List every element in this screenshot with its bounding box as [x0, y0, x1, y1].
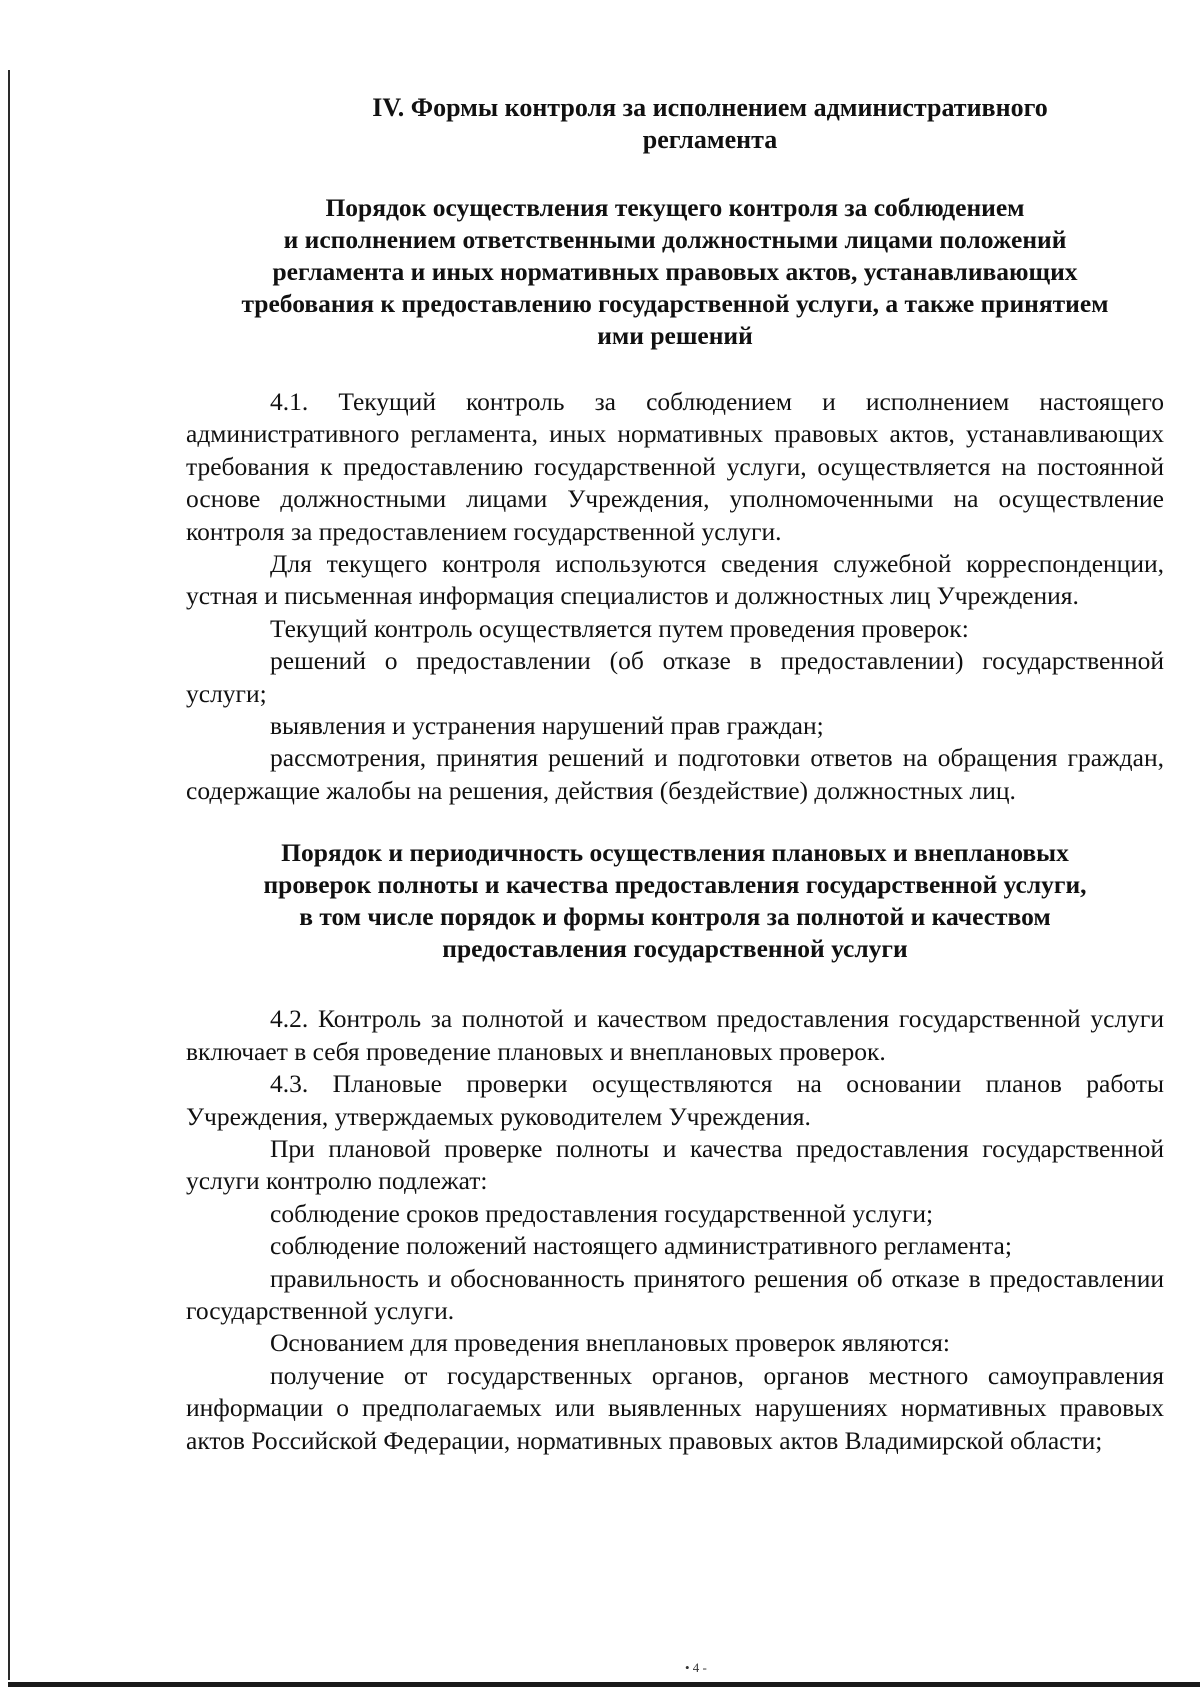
paragraph: соблюдение положений настоящего административного регламента; — [270, 1231, 1012, 1261]
paragraph: Для текущего контроля используются сведения служебной корреспонденции, устная и письменная информация специалистов и должностных лиц Учреждения. — [186, 549, 1164, 611]
page-number: • 4 - — [685, 1660, 707, 1675]
paragraph: рассмотрения, принятия решений и подготовки ответов на обращения граждан, содержащие жалобы на решения, действия (бездействие) должностных лиц. — [186, 743, 1164, 805]
scan-border-bottom — [8, 1682, 1200, 1687]
paragraph: Основанием для проведения внеплановых проверок являются: — [270, 1328, 950, 1358]
section-title-line: IV. Формы контроля за исполнением административного — [372, 93, 1048, 122]
paragraph: соблюдение сроков предоставления государственной услуги; — [270, 1198, 934, 1228]
paragraph: Текущий контроль осуществляется путем проведения проверок: — [270, 613, 969, 643]
scan-border-left — [8, 70, 10, 1680]
paragraph: 4.3. Плановые проверки осуществляются на основании планов работы Учреждения, утверждаемых руководителем Учреждения. — [186, 1069, 1164, 1131]
section-body-inspections — [186, 1003, 1164, 1457]
document-page — [186, 92, 1164, 1457]
paragraph: решений о предоставлении (об отказе в предоставлении) государственной услуги; — [186, 646, 1164, 708]
paragraph: 4.1. Текущий контроль за соблюдением и исполнением настоящего административного регламента, иных нормативных правовых актов, устанавливающих требования к предоставлению государственной услуги, осуществляется на постоянной основе должностными лицами Учреждения, уполномоченными на осуществление контроля за предоставлением государственной услуги. — [186, 387, 1164, 546]
subheading-inspections: Порядок и периодичность осуществления плановых и внеплановых проверок полноты и качества предоставления государственной услуги, в том числе порядок и формы контроля за полнотой и качеством предоставления государственной услуги — [263, 838, 1087, 964]
section-title — [186, 92, 1164, 156]
paragraph: 4.2. Контроль за полнотой и качеством предоставления государственной услуги включает в себя проведение плановых и внеплановых проверок. — [186, 1004, 1164, 1066]
section-body-current-control — [186, 386, 1164, 807]
paragraph: выявления и устранения нарушений прав граждан; — [270, 711, 824, 741]
paragraph: При плановой проверке полноты и качества предоставления государственной услуги контролю подлежат: — [186, 1133, 1164, 1196]
paragraph: получение от государственных органов, органов местного самоуправления информации о предполагаемых или выявленных нарушениях нормативных правовых актов Российской Федерации, нормативных правовых актов Владимирской области; — [186, 1360, 1164, 1455]
subheading-current-control: Порядок осуществления текущего контроля за соблюдением и исполнением ответственными должностными лицами положений регламента и иных нормативных правовых актов, устанавливающих требования к предоставлению государственной услуги, а также принятием ими решений — [241, 193, 1109, 350]
section-title-line: регламента — [642, 125, 778, 154]
paragraph: правильность и обоснованность принятого решения об отказе в предоставлении государственной услуги. — [186, 1263, 1164, 1325]
